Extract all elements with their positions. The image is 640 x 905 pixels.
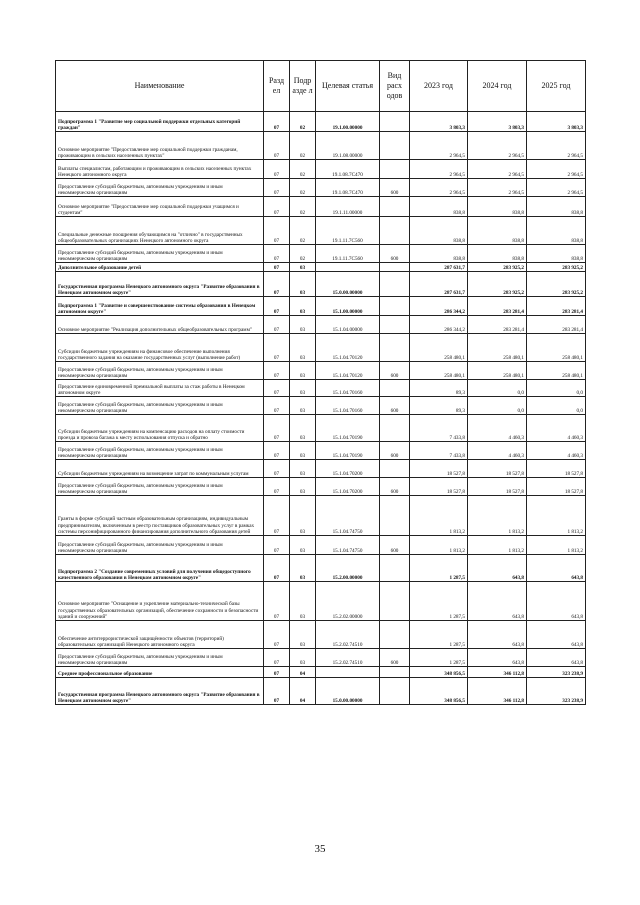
table-row (56, 245, 586, 263)
cell-v2025: 643,8 (527, 555, 586, 582)
cell-pr: 03 (290, 555, 316, 582)
table-row (56, 478, 586, 496)
cell-cs: 19.1.08.00000 (316, 132, 380, 160)
cell-v2023: 287 631,7 (410, 272, 468, 297)
cell-vr: 600 (380, 245, 410, 263)
cell-vr (380, 621, 410, 649)
table-row (56, 536, 586, 555)
cell-v2024: 1 813,2 (468, 496, 527, 536)
cell-v2024: 643,8 (468, 649, 527, 667)
cell-pr: 03 (290, 263, 316, 272)
cell-v2025: 283 925,2 (527, 272, 586, 297)
cell-v2025: 283 281,4 (527, 316, 586, 334)
cell-pr: 03 (290, 415, 316, 442)
cell-cs: 15.2.02.74510 (316, 649, 380, 667)
cell-name: Среднее профессиональное образование (56, 667, 264, 678)
cell-v2025: 2 964,5 (527, 132, 586, 160)
cell-vr (380, 112, 410, 132)
cell-name: Предоставление субсидий бюджетным, автономным учреждениям и иным некоммерческим организациям (56, 179, 264, 197)
cell-name: Предоставление субсидий бюджетным, автономным учреждениям и иным некоммерческим организациям (56, 362, 264, 380)
cell-name: Основное мероприятие "Предоставление мер социальной поддержки гражданам, проживающим в сельских населенных пунктах" (56, 132, 264, 160)
cell-name: Государственная программа Ненецкого автономного округа "Развитие образования в Ненецком автономном округе" (56, 678, 264, 705)
cell-v2023: 3 803,3 (410, 112, 468, 132)
cell-cs: 19.1.11.7С560 (316, 217, 380, 245)
cell-vr: 600 (380, 649, 410, 667)
cell-v2023: 7 433,8 (410, 442, 468, 460)
cell-pr: 02 (290, 217, 316, 245)
cell-v2025: 283 925,2 (527, 263, 586, 272)
cell-vr (380, 380, 410, 397)
table-row (56, 217, 586, 245)
cell-v2023: 1 813,2 (410, 536, 468, 555)
cell-rz: 07 (264, 582, 290, 621)
cell-v2023: 2 964,5 (410, 179, 468, 197)
cell-v2024: 346 112,8 (468, 678, 527, 705)
budget-table (55, 60, 586, 705)
table-row (56, 380, 586, 397)
cell-name: Гранты в форме субсидий частным образовательным организациям, индивидуальным предпринимателям, включенным в реестр поставщиков образовательных услуг в рамках системы персонифицированного финансирования дополнительного образования детей (56, 496, 264, 536)
cell-v2025: 323 238,9 (527, 667, 586, 678)
cell-cs: 15.0.00.00000 (316, 272, 380, 297)
cell-v2024: 3 803,3 (468, 112, 527, 132)
cell-v2023: 838,8 (410, 217, 468, 245)
cell-pr: 02 (290, 132, 316, 160)
cell-v2023: 286 344,2 (410, 297, 468, 316)
cell-name: Предоставление субсидий бюджетным, автономным учреждениям и иным некоммерческим организациям (56, 478, 264, 496)
header-2023: 2023 год (410, 61, 468, 112)
page-number: 35 (314, 843, 326, 855)
cell-rz: 07 (264, 496, 290, 536)
cell-v2023: 286 344,2 (410, 316, 468, 334)
cell-v2025: 0,0 (527, 397, 586, 415)
cell-v2023: 1 287,5 (410, 649, 468, 667)
cell-pr: 04 (290, 667, 316, 678)
cell-vr (380, 555, 410, 582)
cell-cs: 15.1.04.74750 (316, 536, 380, 555)
cell-cs: 15.2.02.74510 (316, 621, 380, 649)
cell-name: Субсидии бюджетным учреждениям на возмещение затрат по коммунальным услугам (56, 460, 264, 478)
cell-rz: 07 (264, 217, 290, 245)
cell-v2024: 18 527,8 (468, 478, 527, 496)
cell-cs: 15.1.04.74750 (316, 496, 380, 536)
cell-v2025: 4 460,3 (527, 442, 586, 460)
cell-pr: 03 (290, 380, 316, 397)
cell-name: Предоставление субсидий бюджетным, автономным учреждениям и иным некоммерческим организациям (56, 649, 264, 667)
table-row (56, 132, 586, 160)
cell-pr: 03 (290, 397, 316, 415)
cell-pr: 03 (290, 582, 316, 621)
cell-pr: 02 (290, 245, 316, 263)
header-row (56, 61, 586, 112)
cell-vr: 600 (380, 179, 410, 197)
cell-v2024: 643,8 (468, 555, 527, 582)
table-row (56, 334, 586, 362)
cell-vr: 600 (380, 397, 410, 415)
cell-rz: 07 (264, 621, 290, 649)
cell-cs: 15.1.04.70120 (316, 334, 380, 362)
table-row (56, 442, 586, 460)
cell-cs (316, 667, 380, 678)
cell-name: Выплаты специалистам, работающим и проживающим в сельских населенных пунктах Ненецкого автономного округа (56, 160, 264, 179)
cell-cs: 15.1.04.70190 (316, 415, 380, 442)
cell-vr: 600 (380, 362, 410, 380)
cell-rz: 07 (264, 555, 290, 582)
cell-v2024: 838,8 (468, 197, 527, 217)
cell-pr: 03 (290, 621, 316, 649)
cell-vr: 600 (380, 536, 410, 555)
cell-v2024: 838,8 (468, 245, 527, 263)
cell-v2024: 2 964,5 (468, 160, 527, 179)
cell-v2025: 323 238,9 (527, 678, 586, 705)
cell-v2024: 18 527,8 (468, 460, 527, 478)
cell-vr (380, 460, 410, 478)
cell-v2024: 258 480,1 (468, 362, 527, 380)
cell-v2025: 3 803,3 (527, 112, 586, 132)
cell-v2024: 283 925,2 (468, 272, 527, 297)
cell-pr: 03 (290, 362, 316, 380)
cell-v2025: 18 527,8 (527, 478, 586, 496)
header-vid: Вид расх одов (380, 61, 410, 112)
cell-name: Предоставление субсидий бюджетным, автономным учреждениям и иным некоммерческим организациям (56, 442, 264, 460)
cell-v2024: 0,0 (468, 380, 527, 397)
cell-pr: 03 (290, 649, 316, 667)
cell-name: Подпрограмма 2 "Создание современных условий для получения общедоступного качественного образования в Ненецком автономном округе" (56, 555, 264, 582)
table-row (56, 272, 586, 297)
cell-v2024: 346 112,8 (468, 667, 527, 678)
cell-name: Основное мероприятие "Реализация дополнительных общеобразовательных программ" (56, 316, 264, 334)
cell-name: Предоставление единовременной премиальной выплаты за стаж работы в Ненецком автономном округе (56, 380, 264, 397)
table-row (56, 460, 586, 478)
cell-v2025: 18 527,8 (527, 460, 586, 478)
cell-v2025: 2 964,5 (527, 179, 586, 197)
cell-v2025: 4 460,3 (527, 415, 586, 442)
cell-rz: 07 (264, 678, 290, 705)
cell-v2023: 258 480,1 (410, 362, 468, 380)
cell-cs: 15.1.04.70200 (316, 460, 380, 478)
cell-name: Основное мероприятие "Оснащение и укрепление материально-технической базы государственных образовательных организаций, обеспечение сохранности и безопасности зданий и сооружений" (56, 582, 264, 621)
cell-v2025: 838,8 (527, 197, 586, 217)
cell-v2024: 2 964,5 (468, 179, 527, 197)
cell-cs: 15.0.00.00000 (316, 678, 380, 705)
cell-v2023: 1 287,5 (410, 621, 468, 649)
table-body (56, 112, 586, 705)
table-row (56, 179, 586, 197)
table-row (56, 496, 586, 536)
cell-pr: 03 (290, 478, 316, 496)
table-row (56, 555, 586, 582)
cell-pr: 02 (290, 112, 316, 132)
cell-v2023: 1 813,2 (410, 496, 468, 536)
cell-name: Государственная программа Ненецкого автономного округа "Развитие образования в Ненецком автономном округе" (56, 272, 264, 297)
cell-cs: 15.1.00.00000 (316, 297, 380, 316)
cell-rz: 07 (264, 263, 290, 272)
cell-vr (380, 160, 410, 179)
cell-cs: 19.1.00.00000 (316, 112, 380, 132)
cell-v2023: 1 287,5 (410, 555, 468, 582)
cell-v2024: 0,0 (468, 397, 527, 415)
cell-v2023: 348 856,5 (410, 667, 468, 678)
cell-v2023: 89,3 (410, 380, 468, 397)
cell-v2025: 258 480,1 (527, 362, 586, 380)
cell-v2023: 838,8 (410, 197, 468, 217)
table-row (56, 667, 586, 678)
cell-pr: 03 (290, 496, 316, 536)
cell-cs: 19.1.11.00000 (316, 197, 380, 217)
cell-v2023: 348 856,5 (410, 678, 468, 705)
cell-rz: 07 (264, 334, 290, 362)
cell-name: Подпрограмма 1 "Развитие мер социальной поддержки отдельных категорий граждан" (56, 112, 264, 132)
cell-vr (380, 217, 410, 245)
cell-name: Субсидии бюджетным учреждениям на компенсацию расходов на оплату стоимости проезда и провоза багажа к месту использования отпуска и обратно (56, 415, 264, 442)
cell-v2024: 643,8 (468, 621, 527, 649)
cell-pr: 03 (290, 442, 316, 460)
cell-v2025: 1 813,2 (527, 536, 586, 555)
cell-cs: 15.1.04.70160 (316, 397, 380, 415)
cell-pr: 02 (290, 197, 316, 217)
cell-vr: 600 (380, 442, 410, 460)
cell-cs: 15.2.00.00000 (316, 555, 380, 582)
cell-name: Обеспечение антитеррористической защищённости объектов (территорий) образовательных организаций Ненецкого автономного округа (56, 621, 264, 649)
cell-cs: 19.1.08.7С470 (316, 179, 380, 197)
cell-rz: 07 (264, 297, 290, 316)
table-row (56, 263, 586, 272)
table-row (56, 582, 586, 621)
cell-pr: 03 (290, 272, 316, 297)
cell-rz: 07 (264, 132, 290, 160)
cell-rz: 07 (264, 179, 290, 197)
cell-rz: 07 (264, 245, 290, 263)
cell-vr (380, 582, 410, 621)
header-target: Целевая статья (316, 61, 380, 112)
cell-rz: 07 (264, 160, 290, 179)
table-row (56, 678, 586, 705)
header-razdel: Разд ел (264, 61, 290, 112)
cell-rz: 07 (264, 112, 290, 132)
cell-pr: 03 (290, 316, 316, 334)
cell-v2023: 838,8 (410, 245, 468, 263)
cell-rz: 07 (264, 272, 290, 297)
cell-v2025: 838,8 (527, 245, 586, 263)
cell-name: Предоставление субсидий бюджетным, автономным учреждениям и иным некоммерческим организациям (56, 245, 264, 263)
cell-v2024: 838,8 (468, 217, 527, 245)
cell-v2025: 1 813,2 (527, 496, 586, 536)
cell-rz: 07 (264, 442, 290, 460)
cell-vr: 600 (380, 478, 410, 496)
cell-vr (380, 272, 410, 297)
cell-rz: 07 (264, 649, 290, 667)
cell-rz: 07 (264, 667, 290, 678)
cell-pr: 03 (290, 297, 316, 316)
cell-v2025: 838,8 (527, 217, 586, 245)
table-row (56, 397, 586, 415)
cell-cs: 15.1.04.70160 (316, 380, 380, 397)
cell-v2024: 258 480,1 (468, 334, 527, 362)
cell-vr (380, 132, 410, 160)
cell-v2023: 2 964,5 (410, 132, 468, 160)
cell-cs: 15.2.02.00000 (316, 582, 380, 621)
table-row (56, 297, 586, 316)
cell-v2023: 258 480,1 (410, 334, 468, 362)
cell-rz: 07 (264, 397, 290, 415)
cell-vr (380, 415, 410, 442)
cell-pr: 02 (290, 179, 316, 197)
cell-rz: 07 (264, 380, 290, 397)
table-row (56, 197, 586, 217)
table-row (56, 621, 586, 649)
cell-vr (380, 678, 410, 705)
cell-v2024: 643,8 (468, 582, 527, 621)
header-podrazdel: Подр азде л (290, 61, 316, 112)
cell-cs: 19.1.08.7С470 (316, 160, 380, 179)
cell-name: Предоставление субсидий бюджетным, автономным учреждениям и иным некоммерческим организациям (56, 536, 264, 555)
cell-cs: 15.1.04.70200 (316, 478, 380, 496)
budget-sheet (55, 60, 586, 705)
cell-pr: 03 (290, 334, 316, 362)
cell-vr (380, 316, 410, 334)
cell-vr (380, 297, 410, 316)
cell-v2023: 2 964,5 (410, 160, 468, 179)
cell-v2024: 1 813,2 (468, 536, 527, 555)
cell-rz: 07 (264, 197, 290, 217)
cell-cs: 15.1.04.70120 (316, 362, 380, 380)
table-row (56, 649, 586, 667)
cell-pr: 03 (290, 536, 316, 555)
cell-vr (380, 334, 410, 362)
cell-v2023: 18 527,8 (410, 460, 468, 478)
cell-v2024: 283 925,2 (468, 263, 527, 272)
cell-cs: 15.1.04.70190 (316, 442, 380, 460)
cell-rz: 07 (264, 478, 290, 496)
cell-v2024: 283 281,4 (468, 316, 527, 334)
cell-v2025: 643,8 (527, 649, 586, 667)
cell-vr (380, 667, 410, 678)
cell-name: Специальные денежные поощрения обучающимся на "отлично" в государственных общеобразовательных организациях Ненецкого автономного округа (56, 217, 264, 245)
cell-name: Субсидии бюджетным учреждениям на финансовое обеспечение выполнения государственного задания на оказание государственных услуг (выполнение работ) (56, 334, 264, 362)
cell-rz: 07 (264, 362, 290, 380)
cell-rz: 07 (264, 316, 290, 334)
cell-vr (380, 263, 410, 272)
cell-vr (380, 197, 410, 217)
cell-v2025: 643,8 (527, 621, 586, 649)
table-row (56, 362, 586, 380)
cell-pr: 03 (290, 460, 316, 478)
table-row (56, 112, 586, 132)
cell-name: Предоставление субсидий бюджетным, автономным учреждениям и иным некоммерческим организациям (56, 397, 264, 415)
table-row (56, 160, 586, 179)
cell-cs: 15.1.04.00000 (316, 316, 380, 334)
cell-v2024: 4 460,3 (468, 415, 527, 442)
cell-v2025: 258 480,1 (527, 334, 586, 362)
header-2024: 2024 год (468, 61, 527, 112)
header-2025: 2025 год (527, 61, 586, 112)
cell-rz: 07 (264, 415, 290, 442)
cell-name: Дополнительное образование детей (56, 263, 264, 272)
cell-pr: 04 (290, 678, 316, 705)
cell-v2024: 2 964,5 (468, 132, 527, 160)
cell-v2023: 287 631,7 (410, 263, 468, 272)
cell-v2023: 1 287,5 (410, 582, 468, 621)
cell-name: Основное мероприятие "Предоставление мер социальной поддержки учащимся и студентам" (56, 197, 264, 217)
cell-v2025: 643,8 (527, 582, 586, 621)
cell-v2023: 7 433,8 (410, 415, 468, 442)
cell-v2024: 283 281,4 (468, 297, 527, 316)
cell-v2024: 4 460,3 (468, 442, 527, 460)
cell-rz: 07 (264, 536, 290, 555)
cell-v2023: 18 527,8 (410, 478, 468, 496)
header-name: Наименование (56, 61, 264, 112)
cell-v2023: 89,3 (410, 397, 468, 415)
cell-name: Подпрограмма 1 "Развитие и совершенствование системы образования в Ненецком автономном округе" (56, 297, 264, 316)
cell-cs (316, 263, 380, 272)
cell-v2025: 0,0 (527, 380, 586, 397)
cell-v2025: 283 281,4 (527, 297, 586, 316)
cell-v2025: 2 964,5 (527, 160, 586, 179)
cell-rz: 07 (264, 460, 290, 478)
cell-pr: 02 (290, 160, 316, 179)
table-row (56, 316, 586, 334)
cell-cs: 19.1.11.7С560 (316, 245, 380, 263)
table-row (56, 415, 586, 442)
cell-vr (380, 496, 410, 536)
